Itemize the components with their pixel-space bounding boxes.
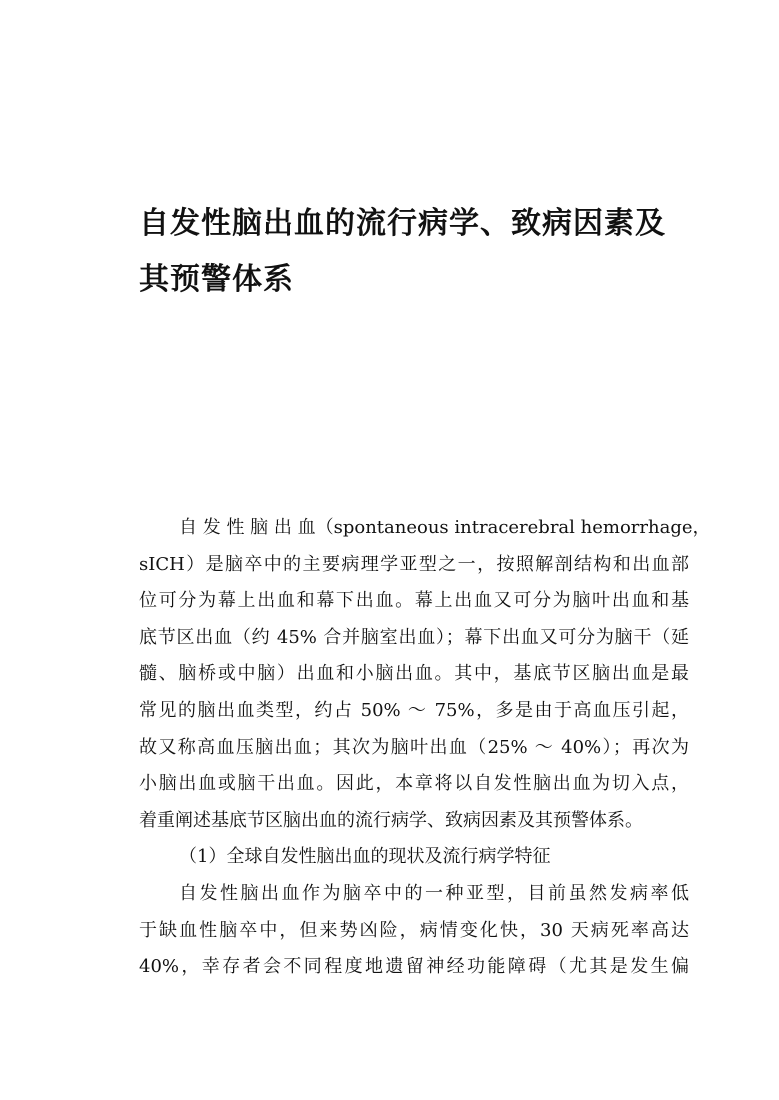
paragraph-global-status	[139, 876, 689, 986]
paragraph-line: 自发性脑出血作为脑卒中的一种亚型，目前虽然发病率低	[179, 882, 689, 904]
paragraph-line: 底节区出血（约 45% 合并脑室出血）；幕下出血又可分为脑干（延	[139, 626, 689, 648]
chapter-title	[139, 196, 699, 308]
paragraph-line: 常见的脑出血类型，约占 50% ～ 75%，多是由于高血压引起，	[139, 699, 689, 721]
paragraph-line: 40%，幸存者会不同程度地遗留神经功能障碍（尤其是发生偏	[139, 956, 689, 978]
section-heading: （1）全球自发性脑出血的现状及流行病学特征	[179, 846, 551, 868]
paragraph-line: 小脑出血或脑干出血。因此，本章将以自发性脑出血为切入点，	[139, 773, 689, 795]
paragraph-line: sICH）是脑卒中的主要病理学亚型之一，按照解剖结构和出血部	[139, 553, 689, 575]
paragraph-line: 髓、脑桥或中脑）出血和小脑出血。其中，基底节区脑出血是最	[139, 663, 689, 685]
paragraph-line: 于缺血性脑卒中，但来势凶险，病情变化快，30 天病死率高达	[139, 919, 689, 941]
body-text	[139, 510, 711, 986]
paragraph-line: 位可分为幕上出血和幕下出血。幕上出血又可分为脑叶出血和基	[139, 590, 689, 612]
chapter-title-line-2: 其预警体系	[139, 262, 294, 297]
paragraph-line: 着重阐述基底节区脑出血的流行病学、致病因素及其预警体系。	[139, 809, 643, 831]
paragraph-intro	[139, 510, 711, 839]
chapter-title-line-1: 自发性脑出血的流行病学、致病因素及	[139, 206, 666, 241]
paragraph-line: 自 发 性 脑 出 血（spontaneous intracerebral hemorrhage，	[179, 517, 711, 538]
paragraph-line: 故又称高血压脑出血；其次为脑叶出血（25% ～ 40%）；再次为	[139, 736, 689, 758]
